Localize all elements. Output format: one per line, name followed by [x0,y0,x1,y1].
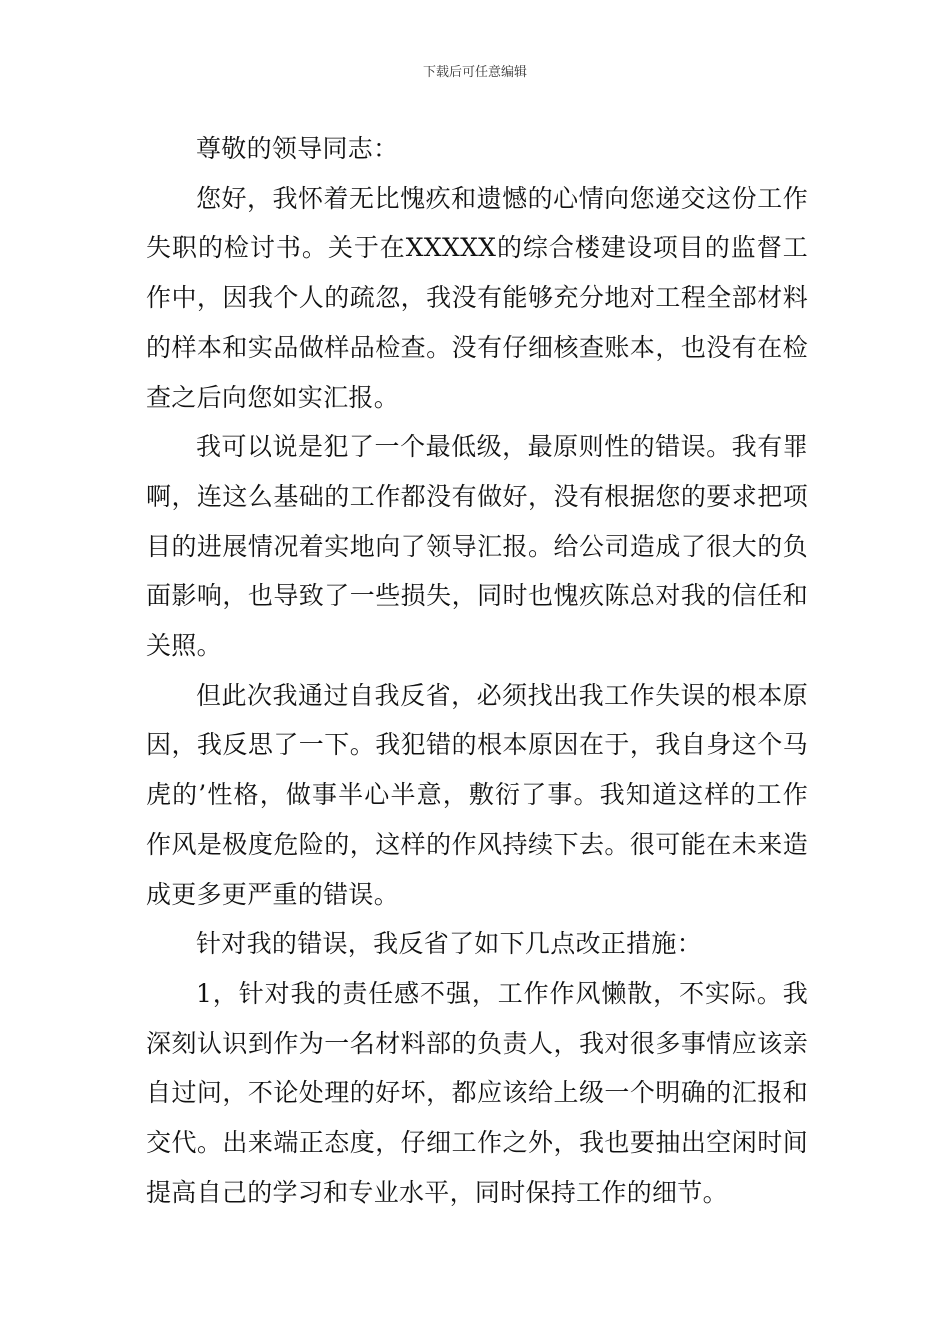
paragraph-measures-intro: 针对我的错误，我反省了如下几点改正措施： [196,929,703,959]
letter-body [146,124,808,1217]
paragraph-greeting: 您好，我怀着无比愧疚和遗憾的心情向您递交这份工作失职的检讨书。关于在XXXXX的综合楼建设项目的监督工作中，因我个人的疏忽，我没有能够充分地对工程全部材料的样本和实品做样品检查。没有仔细核查账本，也没有在检查之后向您如实汇报。 [146,183,808,412]
paragraph-error: 我可以说是犯了一个最低级，最原则性的错误。我有罪啊，连这么基础的工作都没有做好，没有根据您的要求把项目的进展情况着实地向了领导汇报。给公司造成了很大的负面影响，也导致了一些损失，同时也愧疚陈总对我的信任和关照。 [146,432,808,661]
page-header-note: 下载后可任意编辑 [422,65,527,80]
letter-salutation: 尊敬的领导同志： [196,134,399,163]
paragraph-measure-1: 1，针对我的责任感不强，工作作风懒散，不实际。我深刻认识到作为一名材料部的负责人，我对很多事情应该亲自过问，不论处理的好坏，都应该给上级一个明确的汇报和交代。出来端正态度，仔细工作之外，我也要抽出空闲时间提高自己的学习和专业水平，同时保持工作的细节。 [146,978,808,1207]
paragraph-reflection: 但此次我通过自我反省，必须找出我工作失误的根本原因，我反思了一下。我犯错的根本原因在于，我自身这个马虎的’性格，做事半心半意，敷衍了事。我知道这样的工作作风是极度危险的，这样的作风持续下去。很可能在未来造成更多更严重的错误。 [146,680,808,909]
